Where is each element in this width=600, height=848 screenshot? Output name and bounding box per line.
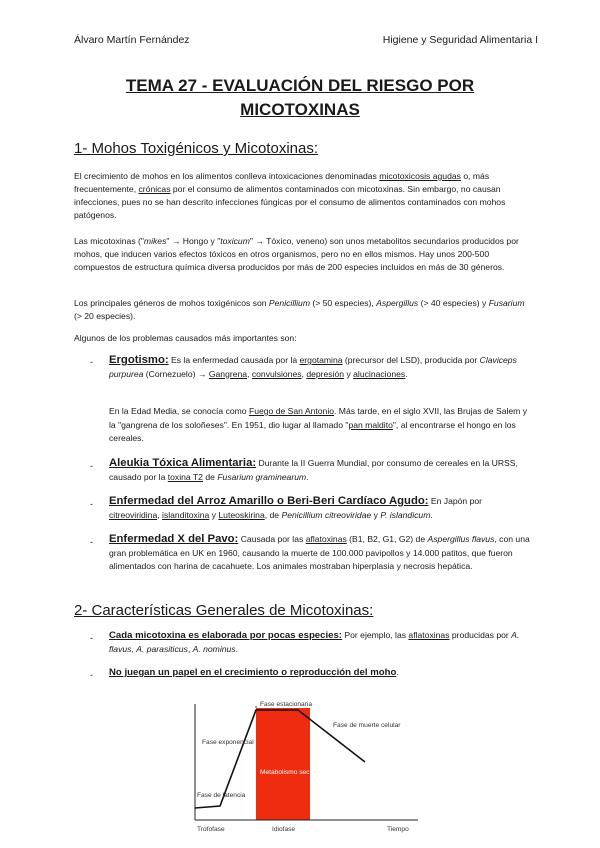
list-item-arroz-amarillo: Enfermedad del Arroz Amarillo o Beri-Beri Cardíaco Agudo: En Japón por citreoviridina, islanditoxina y Luteoskirina, de Penicillium citreoviridae y P. islandicum.	[109, 495, 483, 520]
list-item-aleukia: Aleukia Tóxica Alimentaria: Durante la II Guerra Mundial, por consumo de cereales en la URSS, causado por la toxina T2 de Fusarium graminearum.	[109, 457, 518, 482]
label-fase-estacionaria: Fase estacionaria	[260, 701, 313, 708]
section-2-heading: 2- Características Generales de Micotoxinas:	[74, 602, 374, 619]
list-dash: -	[90, 633, 93, 643]
paragraph-genera: Los principales géneros de mohos toxigénicos son Penicillium (> 50 especies), Aspergillus (> 40 especies) y Fusarium (> 20 especies).	[74, 298, 525, 321]
growth-curve-figure	[190, 694, 420, 834]
list-dash: -	[90, 499, 93, 509]
list-dash: -	[90, 357, 93, 367]
author-name: Álvaro Martín Fernández	[74, 34, 190, 46]
paragraph-edad-media: En la Edad Media, se conocía como Fuego de San Antonio. Más tarde, en el siglo XVII, las Brujas de Salem y la "gangrena de los soloñeses". En 1951, dio lugar al llamado "pan maldito", al encontrarse el hongo en los cereales.	[109, 406, 528, 443]
label-idiofase: Idiofase	[272, 826, 296, 833]
list-dash: -	[90, 670, 93, 680]
label-fase-latencia: Fase de latencia	[197, 792, 246, 799]
paragraph-problems-intro: Algunos de los problemas causados más importantes son:	[74, 333, 297, 343]
label-fase-exponencial: Fase exponencial	[202, 739, 254, 746]
list-item-pocas-especies: Cada micotoxina es elaborada por pocas especies: Por ejemplo, las aflatoxinas producidas por A. flavus, A. parasiticus, A. nominus.	[109, 630, 520, 654]
title-line-2: MICOTOXINAS	[240, 100, 360, 119]
title-line-1: TEMA 27 - EVALUACIÓN DEL RIESGO POR	[125, 76, 475, 95]
paragraph-intro: El crecimiento de mohos en los alimentos conlleva intoxicaciones denominadas micotoxicosis agudas o, más frecuentemente, crónicas por el consumo de alimentos contaminados con micotoxinas. Sin embargo, no causan infecciones, pues no se han descrito infecciones fúngicas por el consumo de alimentos contaminados con mohos patógenos.	[74, 171, 506, 220]
list-item-no-papel: No juegan un papel en el crecimiento o reproducción del moho.	[109, 667, 399, 678]
page-title	[60, 74, 540, 122]
label-metabolismo-secundario: Metabolismo secundario	[260, 769, 332, 776]
label-tiempo: Tiempo	[387, 826, 409, 833]
list-dash: -	[90, 461, 93, 471]
list-dash: -	[90, 537, 93, 547]
secondary-metabolism-region	[256, 708, 310, 820]
label-trofofase: Trofofase	[197, 826, 225, 833]
list-item-enfermedad-x-pavo: Enfermedad X del Pavo: Causada por las aflatoxinas (B1, B2, G1, G2) de Aspergillus flavus, con una gran problemática en UK en 1960, causando la muerte de 100.000 pavipollos y 14.000 patitos, que fueron alimentados con harina de cacahuete. Los animales mostraban hiperplasia y necrosis hepática.	[109, 533, 530, 571]
list-item-ergotismo: Ergotismo: Es la enfermedad causada por la ergotamina (precursor del LSD), producida por Claviceps purpurea (Cornezuelo) → Gangrena, convulsiones, depresión y alucinaciones.	[109, 354, 517, 379]
course-name: Higiene y Seguridad Alimentaria I	[382, 34, 538, 46]
label-fase-muerte: Fase de muerte celular	[333, 722, 401, 729]
paragraph-definition: Las micotoxinas ("mikes" → Hongo y "toxicum" → Tóxico, veneno) son unos metabolitos secundarios producidos por mohos, que inducen varios efectos tóxicos en otros organismos, pero no en ellos mismos. Hay unos 200-500 compuestos de estructura química diversa producidos por más de 200 especies incluidos en más de 30 géneros.	[74, 236, 519, 272]
section-1-heading: 1- Mohos Toxigénicos y Micotoxinas:	[74, 140, 318, 157]
